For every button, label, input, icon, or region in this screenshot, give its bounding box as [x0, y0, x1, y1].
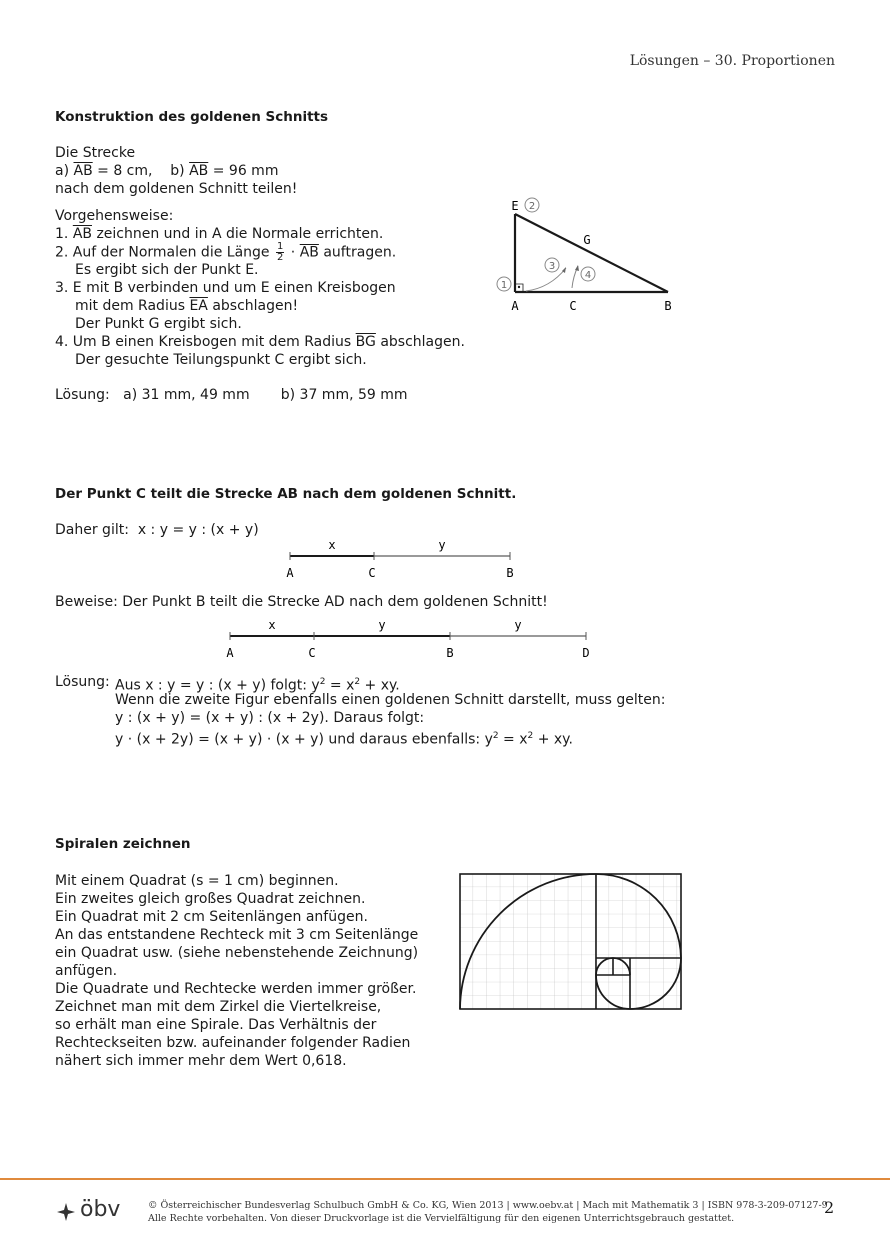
- label-point-g: G: [583, 233, 591, 247]
- label-point-e: E: [511, 199, 519, 213]
- step-1: [55, 225, 383, 243]
- page-number: 2: [824, 1198, 835, 1217]
- fraction-one-half: [276, 242, 284, 263]
- label-x: x: [328, 538, 336, 552]
- step-1-number: 1.: [55, 226, 73, 242]
- step-2-text-end: auftragen.: [318, 244, 397, 261]
- arc-radius-ea: [526, 268, 566, 291]
- step-4-text: 4. Um B einen Kreisbogen mit dem Radius: [55, 334, 356, 350]
- sol-text: Aus x : y = y : (x + y) folgt: y: [115, 677, 320, 694]
- label-point-a: A: [511, 299, 519, 313]
- procedure-title: Vorgehensweise:: [55, 208, 174, 224]
- daher-gilt: Daher gilt: x : y = y : (x + y): [55, 522, 259, 538]
- beweise: Beweise: Der Punkt B teilt die Strecke AD nach dem goldenen Schnitt!: [55, 594, 548, 610]
- solution-2-line-3: y : (x + y) = (x + y) : (x + 2y). Daraus folgt:: [115, 710, 425, 726]
- footer-rule: [0, 1178, 890, 1180]
- step-3-line-3: Der Punkt G ergibt sich.: [75, 316, 242, 332]
- sol-text: + xy.: [533, 731, 573, 748]
- exponent: 2: [354, 677, 361, 687]
- page-header-title: Lösungen – 30. Proportionen: [629, 53, 835, 69]
- task-b-prefix: b): [170, 163, 190, 179]
- oebv-logo-text: öbv: [80, 1197, 121, 1222]
- arc-arrow-head: [575, 265, 579, 271]
- exponent: 2: [319, 677, 326, 687]
- segment-ab: $\overline{AB}$: [72, 226, 92, 242]
- task-intro: Die Strecke: [55, 145, 136, 161]
- task-b-value: = 96 mm: [208, 163, 279, 179]
- sol-text: = x: [498, 731, 528, 748]
- task-a-prefix: a): [55, 163, 74, 179]
- exponent: 2: [492, 731, 499, 741]
- spiral-text-line: nähert sich immer mehr dem Wert 0,618.: [55, 1053, 347, 1069]
- fraction-numerator: 1: [276, 241, 284, 252]
- spiral-text-line: Rechteckseiten bzw. aufeinander folgender Radien: [55, 1035, 411, 1051]
- step-3-line-2: [55, 297, 298, 315]
- fibonacci-spiral-diagram: [459, 873, 682, 1010]
- spiral-text-line: Zeichnet man mit dem Zirkel die Viertelkreise,: [55, 999, 382, 1015]
- step-4-text-end: abschlagen.: [375, 334, 465, 350]
- segment-bg: $\overline{BG}$: [355, 334, 376, 350]
- segment-ab: $\overline{AB}$: [299, 244, 319, 261]
- segment-ab: $\overline{AB}$: [189, 163, 209, 179]
- label-x: x: [268, 618, 276, 632]
- segment-diagram-ad: [220, 616, 600, 662]
- label-point-d: D: [582, 646, 590, 660]
- solution-1: Lösung: a) 31 mm, 49 mm b) 37 mm, 59 mm: [55, 387, 408, 403]
- right-angle-dot: [518, 286, 520, 288]
- grid-background: [460, 874, 681, 1009]
- spiral-text-line: Die Quadrate und Rechtecke werden immer größer.: [55, 981, 417, 997]
- spiral-text-line: Mit einem Quadrat (s = 1 cm) beginnen.: [55, 873, 339, 889]
- label-point-b: B: [664, 299, 672, 313]
- oebv-logo-icon: [55, 1201, 77, 1223]
- sol-text: = x: [325, 677, 355, 694]
- section-heading-golden-section: Konstruktion des goldenen Schnitts: [55, 109, 329, 125]
- footer-rights: Alle Rechte vorbehalten. Von dieser Druckvorlage ist die Vervielfältigung für den eigenen Unterrichtsgebrauch gestattet.: [148, 1213, 735, 1224]
- section-heading-point-c: Der Punkt C teilt die Strecke AB nach dem goldenen Schnitt.: [55, 486, 517, 502]
- step-marker-4-label: 4: [584, 270, 592, 281]
- step-marker-3-label: 3: [548, 261, 556, 272]
- solution-2-line-4: [115, 727, 573, 749]
- step-2: [55, 242, 396, 263]
- task-values: [55, 162, 278, 180]
- spiral-text-line: Ein zweites gleich großes Quadrat zeichnen.: [55, 891, 366, 907]
- step-2-text: 2. Auf der Normalen die Länge: [55, 244, 274, 261]
- segment-diagram-ab: [280, 536, 520, 582]
- label-y: y: [438, 538, 446, 552]
- segment-ea: $\overline{EA}$: [189, 298, 208, 314]
- section-heading-spirals: Spiralen zeichnen: [55, 836, 191, 852]
- label-point-c: C: [569, 299, 577, 313]
- label-point-a: A: [226, 646, 234, 660]
- solution-2-line-2: Wenn die zweite Figur ebenfalls einen goldenen Schnitt darstellt, muss gelten:: [115, 692, 666, 708]
- step-3: 3. E mit B verbinden und um E einen Kreisbogen: [55, 280, 396, 296]
- sol-text: + xy.: [360, 677, 400, 694]
- task-end: nach dem goldenen Schnitt teilen!: [55, 181, 298, 197]
- spiral-text-line: Ein Quadrat mit 2 cm Seitenlängen anfügen.: [55, 909, 368, 925]
- segment-ab: $\overline{AB}$: [73, 163, 93, 179]
- label-point-a: A: [286, 566, 294, 580]
- step-marker-2-label: 2: [528, 201, 536, 212]
- step-4-line-2: Der gesuchte Teilungspunkt C ergibt sich.: [75, 352, 367, 368]
- golden-section-construction-diagram: [490, 192, 690, 317]
- multiply-dot: ·: [286, 244, 300, 261]
- step-1-text: zeichnen und in A die Normale errichten.: [92, 226, 384, 242]
- label-point-c: C: [308, 646, 316, 660]
- step-3-text-end: abschlagen!: [207, 298, 299, 314]
- label-point-b: B: [506, 566, 514, 580]
- label-y: y: [514, 618, 522, 632]
- footer-copyright: © Österreichischer Bundesverlag Schulbuch GmbH & Co. KG, Wien 2013 | www.oebv.at | Mach mit Mathematik 3 | ISBN 978-3-209-07127-9: [148, 1200, 828, 1211]
- spiral-text-line: An das entstandene Rechteck mit 3 cm Seitenlänge: [55, 927, 419, 943]
- label-point-b: B: [446, 646, 454, 660]
- solution-2-label: Lösung:: [55, 674, 110, 690]
- step-2-line-2: Es ergibt sich der Punkt E.: [75, 262, 259, 278]
- label-y: y: [378, 618, 386, 632]
- step-3-text: mit dem Radius: [75, 298, 190, 314]
- spiral-text-line: ein Quadrat usw. (siehe nebenstehende Zeichnung): [55, 945, 419, 961]
- step-marker-1-label: 1: [500, 280, 508, 291]
- label-point-c: C: [368, 566, 376, 580]
- step-4: [55, 333, 465, 351]
- fraction-denominator: 2: [276, 252, 284, 263]
- spiral-text-line: so erhält man eine Spirale. Das Verhältnis der: [55, 1017, 377, 1033]
- spiral-text-line: anfügen.: [55, 963, 118, 979]
- sol-text: y · (x + 2y) = (x + y) · (x + y) und daraus ebenfalls: y: [115, 731, 493, 748]
- exponent: 2: [527, 731, 534, 741]
- task-a-value: = 8 cm,: [92, 163, 153, 179]
